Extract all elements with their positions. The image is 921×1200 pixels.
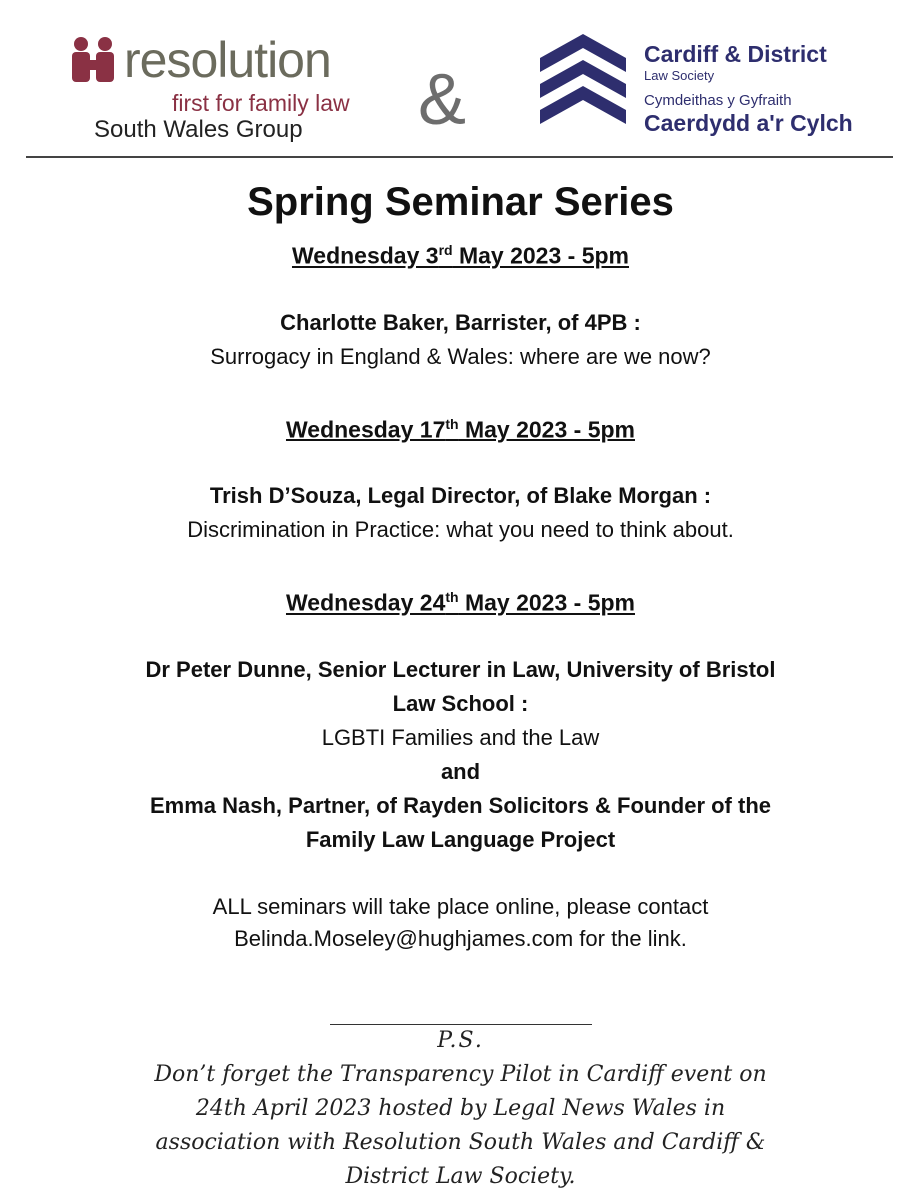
date-text: Wednesday 17 (285, 416, 446, 443)
resolution-tagline: first for family law (172, 90, 350, 116)
resolution-group-name: South Wales Group (94, 116, 303, 143)
session-1-date (0, 234, 921, 272)
chevron-stack-icon (540, 34, 626, 130)
session-2-date (0, 408, 921, 446)
session-3-and: and (440, 758, 481, 784)
notice-line: ALL seminars will take place online, please contact (212, 893, 709, 919)
ps-line: District Law Society. (345, 1164, 576, 1189)
cdls-subtitle: Law Society (644, 68, 715, 83)
postscript (0, 1024, 921, 1194)
contact-email[interactable]: Belinda.Moseley@hughjames.com for the link. (234, 925, 687, 951)
session-2-speaker: Trish D’Souza, Legal Director, of Blake Morgan : (209, 483, 712, 509)
cdls-welsh-title: Caerdydd a'r Cylch (644, 110, 853, 136)
session-3-speaker-2 (0, 789, 921, 857)
ps-line: 24th April 2023 hosted by Legal News Wales in (195, 1096, 726, 1121)
cdls-title: Cardiff & District (644, 41, 827, 67)
cdls-welsh-subtitle: Cymdeithas y Gyfraith (644, 92, 792, 109)
date-ordinal: th (445, 589, 459, 606)
session-1-talk: Surrogacy in England & Wales: where are we now? (210, 343, 711, 369)
date-text: Wednesday 3 (291, 242, 439, 269)
session-1-speaker: Charlotte Baker, Barrister, of 4PB : (280, 309, 641, 335)
date-ordinal: th (445, 415, 459, 432)
session-3-talk: LGBTI Families and the Law (321, 724, 600, 750)
date-ordinal: rd (438, 242, 453, 258)
page-title: Spring Seminar Series (247, 180, 674, 224)
cardiff-law-society-logo (540, 34, 880, 134)
date-text: Wednesday 24 (285, 589, 446, 616)
session-3-speaker (0, 653, 921, 721)
seminar-content (0, 174, 921, 955)
header-divider (26, 156, 893, 158)
date-text: May 2023 - 5pm (452, 242, 629, 269)
resolution-people-icon (68, 36, 118, 82)
ps-label: P.S. (437, 1028, 484, 1053)
speaker-line: Emma Nash, Partner, of Rayden Solicitors & Founder of the (149, 792, 771, 818)
ps-line: Don’t forget the Transparency Pilot in Cardiff event on (154, 1062, 767, 1087)
session-3-date (0, 581, 921, 619)
online-notice (0, 891, 921, 955)
header (0, 0, 921, 160)
date-text: May 2023 - 5pm (458, 589, 635, 616)
resolution-logo (62, 28, 352, 148)
ampersand: & (418, 60, 467, 140)
cardiff-law-society-text (644, 40, 853, 136)
resolution-wordmark: resolution (124, 32, 331, 88)
ps-line: association with Resolution South Wales and Cardiff & (155, 1130, 766, 1155)
date-text: May 2023 - 5pm (458, 416, 635, 443)
speaker-line: Law School : (392, 690, 529, 716)
session-2-talk: Discrimination in Practice: what you need to think about. (187, 517, 734, 543)
speaker-line: Family Law Language Project (305, 826, 616, 852)
speaker-line: Dr Peter Dunne, Senior Lecturer in Law, University of Bristol (145, 656, 776, 682)
